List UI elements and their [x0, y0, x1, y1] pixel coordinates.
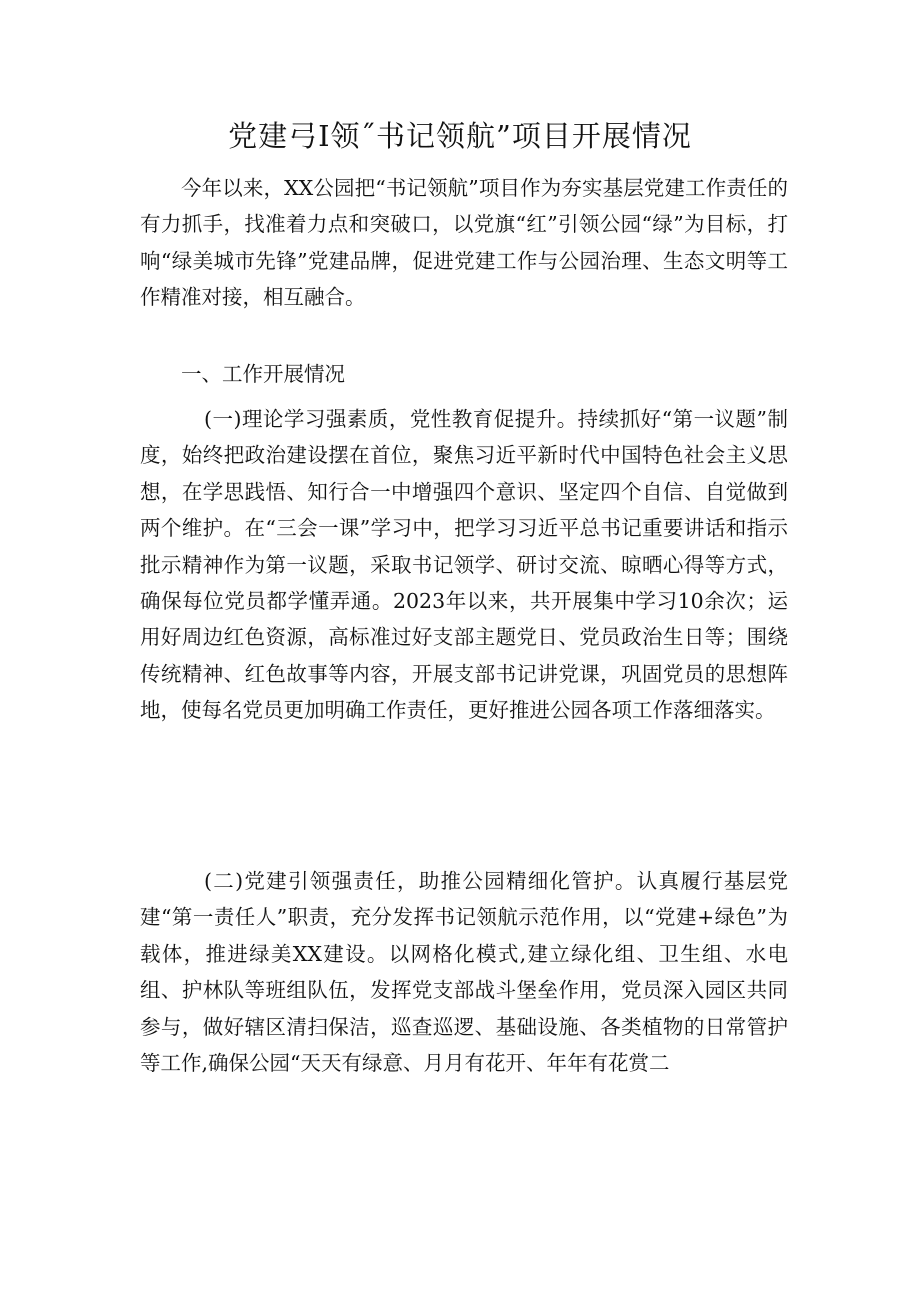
document-title: 党建弓I领˝书记领航”项目开展情况 [228, 119, 692, 153]
subsection-party-building-paragraph: (二)党建引领强责任，助推公园精细化管护。认真履行基层党建“第一责任人”职责，充分发挥书记领航示范作用，以“党建+绿色”为载体，推进绿美XX建设。以网格化模式,建立绿化组、卫生组、水电组、护林队等班组队伍，发挥党支部战斗堡垒作用，党员深入园区共同参与，做好辖区清扫保洁，巡查巡逻、基础设施、各类植物的日常管护等工作,确保公园“天天有绿意、月月有花开、年年有花赏二 [140, 869, 788, 1076]
subsection-theory-study-paragraph: (一)理论学习强素质，党性教育促提升。持续抓好“第一议题”制度，始终把政治建设摆在首位，聚焦习近平新时代中国特色社会主义思想，在学思践悟、知行合一中增强四个意识、坚定四个自信、自觉做到两个维护。在“三会一课”学习中，把学习习近平总书记重要讲话和指示批示精神作为第一议题，采取书记领学、研讨交流、晾晒心得等方式，确保每位党员都学懂弄通。2023年以来，共开展集中学习10余次；运用好周边红色资源，高标准过好支部主题党日、党员政治生日等；围绕传统精神、红色故事等内容，开展支部书记讲党课，巩固党员的思想阵地，使每名党员更加明确工作责任，更好推进公园各项工作落细落实。 [140, 407, 788, 723]
section-heading-work-progress: 一、工作开展情况 [181, 362, 345, 386]
intro-paragraph: 今年以来，XX公园把“书记领航”项目作为夯实基层党建工作责任的有力抓手，找准着力点和突破口，以党旗“红”引领公园“绿”为目标，打响“绿美城市先锋”党建品牌，促进党建工作与公园治理、生态文明等工作精准对接，相互融合。 [140, 176, 788, 310]
